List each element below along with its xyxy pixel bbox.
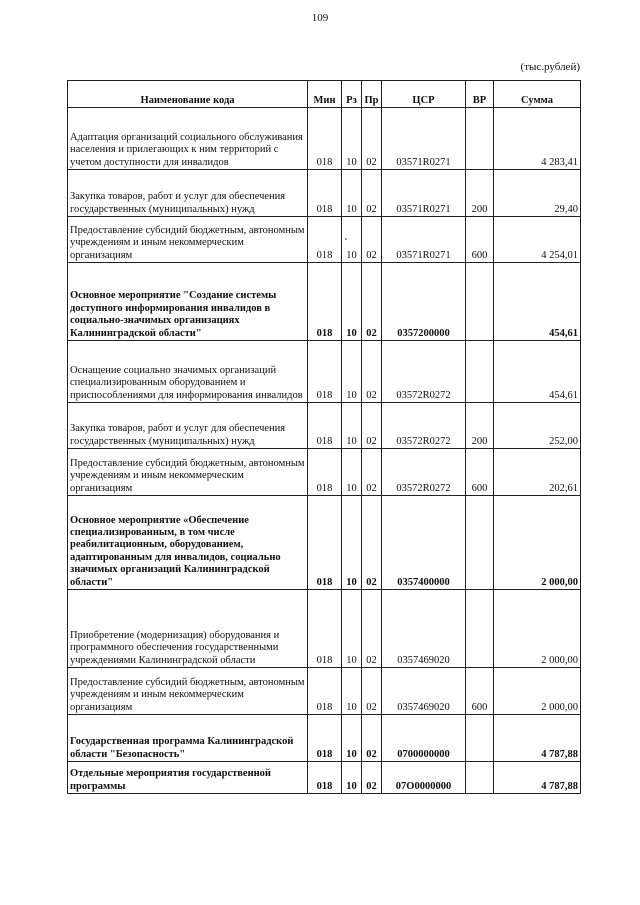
cell-pr: 02 [362,403,382,449]
table-row [68,403,581,449]
header-rz: Рз [342,81,362,108]
table-row [68,263,581,341]
cell-rz: 10 [342,403,362,449]
cell-csr: 0357400000 [382,496,466,590]
cell-rz: 10 [342,217,362,263]
header-csr: ЦСР [382,81,466,108]
cell-pr: 02 [362,715,382,762]
cell-vr [466,341,494,403]
cell-rz: 10 [342,668,362,715]
cell-min: 018 [308,217,342,263]
header-vr: ВР [466,81,494,108]
table-row [68,341,581,403]
cell-csr: 03572R0272 [382,403,466,449]
cell-pr: 02 [362,449,382,496]
cell-min: 018 [308,108,342,170]
cell-rz: 10 [342,449,362,496]
cell-csr: 03571R0271 [382,170,466,217]
cell-sum: 4 787,88 [494,715,581,762]
cell-name: Основное мероприятие «Обеспечение специализированным, в том числе реабилитационным, оборудованием, адаптированным для инвалидов, социально значимых организаций Калининградской области" [68,496,308,590]
table-row [68,449,581,496]
cell-min: 018 [308,403,342,449]
cell-csr: 0700000000 [382,715,466,762]
cell-pr: 02 [362,263,382,341]
table-row [68,590,581,668]
cell-name: Закупка товаров, работ и услуг для обеспечения государственных (муниципальных) нужд [68,403,308,449]
cell-min: 018 [308,341,342,403]
cell-vr: 600 [466,217,494,263]
table-row [68,108,581,170]
cell-csr: 03572R0272 [382,341,466,403]
cell-name: Оснащение социально значимых организаций специализированным оборудованием и приспособлениями для информирования инвалидов [68,341,308,403]
cell-vr [466,590,494,668]
table-row [68,496,581,590]
cell-sum: 454,61 [494,341,581,403]
cell-rz: 10 [342,590,362,668]
budget-table [67,80,581,794]
header-sum: Сумма [494,81,581,108]
cell-pr: 02 [362,590,382,668]
cell-vr [466,108,494,170]
cell-min: 018 [308,590,342,668]
cell-sum: 4 254,01 [494,217,581,263]
cell-name: Приобретение (модернизация) оборудования и программного обеспечения государственными учреждениями Калининградской области [68,590,308,668]
cell-csr: 03571R0271 [382,108,466,170]
table-header-row [68,81,581,108]
table-row [68,217,581,263]
cell-name: Адаптация организаций социального обслуживания населения и прилегающих к ним территорий с учетом доступности для инвалидов [68,108,308,170]
cell-pr: 02 [362,668,382,715]
cell-vr: 600 [466,668,494,715]
cell-pr: 02 [362,170,382,217]
cell-pr: 02 [362,762,382,794]
cell-rz: 10 [342,762,362,794]
cell-rz: 10 [342,341,362,403]
cell-csr: 0357469020 [382,590,466,668]
cell-rz: 10 [342,263,362,341]
cell-pr: 02 [362,217,382,263]
cell-vr [466,715,494,762]
cell-csr: 0357469020 [382,668,466,715]
cell-min: 018 [308,762,342,794]
cell-csr: 03571R0271 [382,217,466,263]
cell-sum: 2 000,00 [494,590,581,668]
cell-rz: 10 [342,108,362,170]
header-pr: Пр [362,81,382,108]
cell-sum: 454,61 [494,263,581,341]
cell-min: 018 [308,263,342,341]
cell-pr: 02 [362,108,382,170]
cell-name: Основное мероприятие "Создание системы доступного информирования инвалидов в социально-значимых организациях Калининградской области" [68,263,308,341]
cell-rz: 10 [342,496,362,590]
cell-name: Предоставление субсидий бюджетным, автономным учреждениям и иным некоммерческим организациям [68,449,308,496]
cell-csr: 07О0000000 [382,762,466,794]
cell-vr: 600 [466,449,494,496]
cell-name: Отдельные мероприятия государственной программы [68,762,308,794]
cell-min: 018 [308,170,342,217]
cell-pr: 02 [362,341,382,403]
cell-name: Предоставление субсидий бюджетным, автономным учреждениям и иным некоммерческим организациям [68,217,308,263]
table-row [68,762,581,794]
cell-name: Государственная программа Калининградской области "Безопасность" [68,715,308,762]
cell-min: 018 [308,449,342,496]
cell-min: 018 [308,668,342,715]
cell-vr [466,263,494,341]
cell-vr [466,496,494,590]
cell-sum: 202,61 [494,449,581,496]
cell-csr: 0357200000 [382,263,466,341]
cell-rz: 10 [342,715,362,762]
cell-name: Предоставление субсидий бюджетным, автономным учреждениям и иным некоммерческим организациям [68,668,308,715]
table-row [68,170,581,217]
cell-sum: 29,40 [494,170,581,217]
page-number: 109 [311,12,329,24]
cell-sum: 2 000,00 [494,496,581,590]
cell-rz: 10 [342,170,362,217]
scan-speck [345,238,347,240]
cell-min: 018 [308,715,342,762]
cell-sum: 2 000,00 [494,668,581,715]
cell-sum: 4 283,41 [494,108,581,170]
cell-pr: 02 [362,496,382,590]
cell-vr [466,762,494,794]
cell-min: 018 [308,496,342,590]
table-row [68,668,581,715]
header-min: Мин [308,81,342,108]
cell-sum: 252,00 [494,403,581,449]
cell-name: Закупка товаров, работ и услуг для обеспечения государственных (муниципальных) нужд [68,170,308,217]
table-row [68,715,581,762]
cell-csr: 03572R0272 [382,449,466,496]
cell-vr: 200 [466,170,494,217]
cell-vr: 200 [466,403,494,449]
units-label: (тыс.рублей) [520,61,580,73]
cell-sum: 4 787,88 [494,762,581,794]
header-name: Наименование кода [68,81,308,108]
